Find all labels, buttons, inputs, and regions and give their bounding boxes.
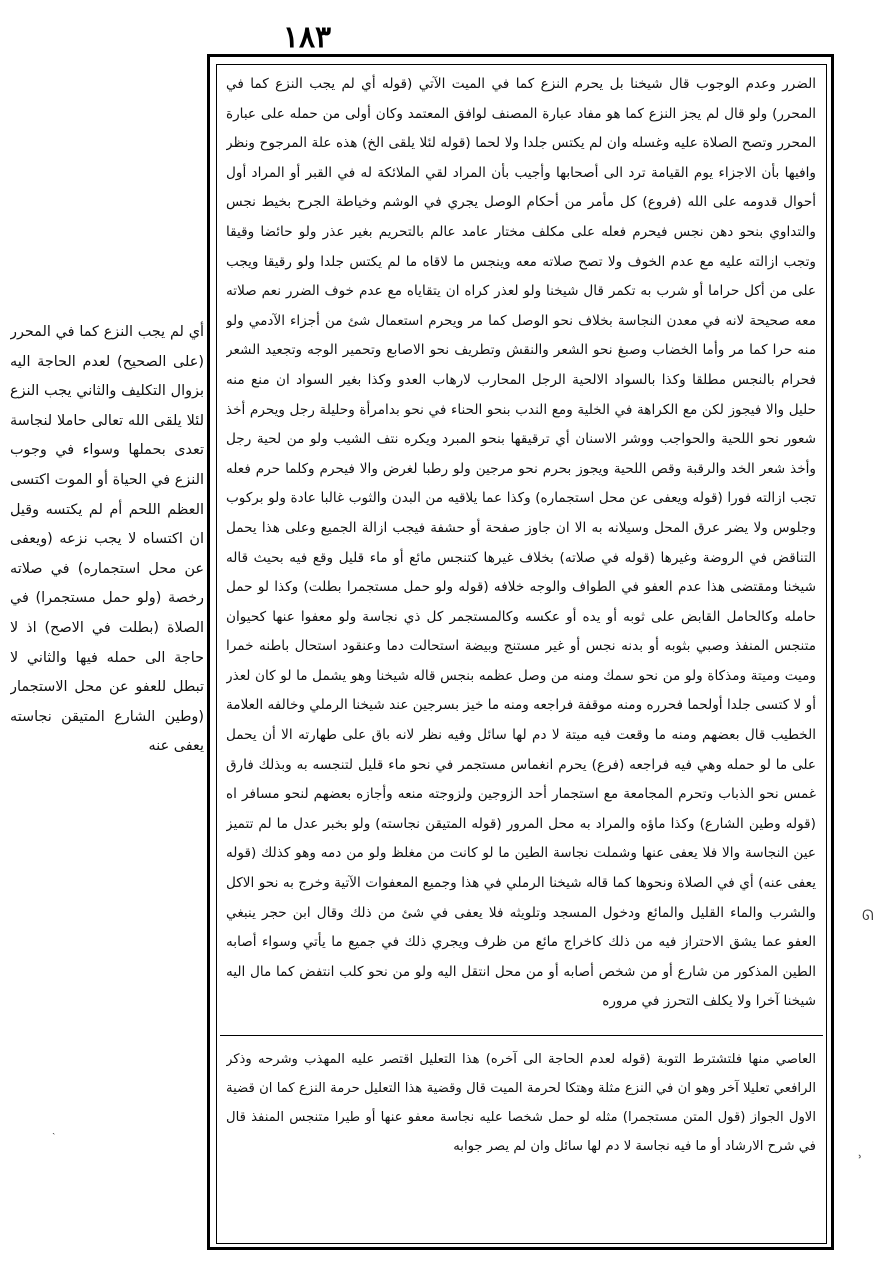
margin-matn-text: أي لم يجب النزع كما في المحرر (على الصحيح) لعدم الحاجة اليه بزوال التكليف والثاني يجب النزع لئلا يلقى الله تعالى حاملا لنجاسة تعدى بحملها وسواء في وجوب النزع في الحياة أو الموت اكتسى العظم اللحم أم لم يكتسه وقيل ان اكتساه لا يجب نزعه (ويعفى عن محل استجماره) في صلاته رخصة (ولو حمل مستجمرا) في الصلاة (بطلت في الاصح) اذ لا حاجة الى حمله فيها والثاني لا تبطل للعفو عن محل الاستجمار (وطين الشارع المتيقن نجاسته يعفى عنه	[10, 324, 204, 755]
footnote-commentary-text: العاصي منها فلتشترط التوبة (قوله لعدم الحاجة الى آخره) هذا التعليل اقتصر عليه المهذب وشرحه وذكر الرافعي تعليلا آخر وهو ان في النزع مثلة وهتكا لحرمة الميت قال وقضية هذا التعليل حرمة النزع كما ان قضية الاول الجواز (قول المتن مستجمرا) مثله لو حمل شخصا عليه نجاسة معفو عنها أو طيرا متنجس المنفذ قال في شرح الارشاد أو ما فيه نجاسة لا دم لها سائل وان لم يصر جوابه	[226, 1052, 816, 1154]
stray-mark-right: ᘏ	[862, 908, 874, 924]
footnote-divider	[220, 1035, 823, 1036]
main-commentary-text: الضرر وعدم الوجوب قال شيخنا بل يحرم النزع كما في الميت الآتي (قوله أي لم يجب النزع كما في المحرر) ولو قال لم يجز النزع كما هو مفاد عبارة المصنف لوافق المعتمد وكان أولى من حمله على عبارة المحرر وتصح الصلاة عليه وغسله وان لم يكتس جلدا ولا لحما (قوله لئلا يلقى الخ) هذه علة المرجوح ونظر وافيها بأن الاجزاء يوم القيامة ترد الى أصحابها وأجيب بأن المراد لقي الملائكة له في القبر أو المراد أول أحوال قدومه على الله (فروع) كل مأمر من أحكام الوصل يجري في الوشم وخياطة الجرح بخيط نجس والتداوي بنحو دهن نجس فيحرم فعله على مكلف مختار عامد عالم بالتحريم بغير عذر ولو حائضا وقيقا وتجب ازالته عليه مع عدم الخوف ولا تصح صلاته معه وينجس ما لاقاه ما لم يكتس جلدا ولو رقيقا ويجب على من أكل حراما أو شرب به تكمر قال شيخنا ولو لعذر كراه ان يتقاياه مع عدم خوف الضرر نعم صلاته معه صحيحة لانه في معدن النجاسة بخلاف نحو الوصل كما مر ويحرم استعمال شئ من أجزاء الآدمي ولو منه حرا كما مر وأما الخضاب وصبغ نحو الشعر والنقش وتطريف نحو الاصابع وتحمير الوجه وتجعيد الشعر فحرام بالنجس مطلقا وكذا بالسواد الالحية الرجل المحارب لارهاب العدو وكذا بغير السواد ان منع منه حليل والا فيجوز لكن مع الكراهة في الخلية ومع الندب بنحو الحناء في نحو بدامرأة وحليلة رجل ويحرم أخذ شعور نحو اللحية والحواجب ووشر الاسنان أي ترقيقها بنحو المبرد ويكره نتف الشيب ولو من لحية رجل وأخذ شعر الخد والرقبة وقص اللحية ويجوز بحرم نحو مرجين ولو رطبا لغرض والا فيحرم وكلما حرم فعله تجب ازالته فورا (قوله ويعفى عن محل استجماره) وكذا عما يلاقيه من البدن والثوب غالبا عادة ولو بركوب وجلوس ولا يضر عرق المحل وسيلانه به الا ان جاوز صفحة أو حشفة فيجب ازالة الجميع وعلى هذا يحمل التناقض في الروضة وغيرها (قوله في صلاته) بخلاف غيرها كتنجس مائع أو ماء قليل وقع فيه بحيث قاله شيخنا ومقتضى هذا عدم العفو في الطواف والوجه خلافه (قوله ولو حمل مستجمرا بطلت) وكذا لو حمل حامله وكالحامل القابض على ثوبه أو يده أو عكسه وكالمستجمر كل ذي نجاسة ولو معفوا عنها كحيوان متنجس المنفذ وصبي بثوبه أو بدنه نجس أو غير مستنج وبيضة استحالت دما وعنقود استحال باطنه خمرا وميت وميتة ومذكاة ولو من نحو سمك ومنه من وصل عظمه بنجس قاله شيخنا وهو يشمل ما لو كان لعذر أو لا كتسى جلدا أولحما فحرره ومنه موقفة فراجعه ومنه ما خيز بسرجين عند شيخنا الرملي وخالفه العلامة الخطيب قال بعضهم ومنه ما وقعت فيه ميتة لا دم لها سائل وفيه نظر لانه باق على طهارته الا أن يحمل على ما لو حمله وهي فيه فراجعه (فرع) يحرم انغماس مستجمر في نحو ماء قليل لتنجسه به وبذلك فارق غمس نحو الذباب وتحرم المجامعة مع استجمار أحد الزوجين ولزوجته منعه وأجازه بعضهم لنحو مسافر اه (قوله وطين الشارع) وكذا ماؤه والمراد به محل المرور (قوله المتيقن نجاسته) ولو بخبر عدل ما لم تتميز عين النجاسة والا فلا يعفى عنها وشملت نجاسة الطين ما لو كانت من مغلظ ولو من دمه وهو كذلك (قوله يعفى عنه) أي في الصلاة ونحوها كما قاله شيخنا الرملي في هذا وجميع المعفوات الآتية وخرج به نحو الاكل والشرب والماء القليل والمائع ودخول المسجد وتلويثه فلا يعفى في شئ من ذلك وقال ابن حجر ينبغي العفو عما يشق الاحتراز فيه من ذلك كاخراج مائع من ظرف ويجري ذلك في جميع ما يأتي وسواء أصابه الطين المذكور من شارع أو من شخص أصابه أو من محل انتقل اليه ولو من نحو كلب انتفض كما مال اليه شيخنا آخرا ولا يكلف التحرز في مروره	[226, 76, 816, 1010]
stray-mark-right-lower: ˒	[858, 1150, 863, 1166]
page-number: ١٨٣	[282, 20, 332, 55]
stray-mark-left: ˴	[52, 1128, 56, 1139]
